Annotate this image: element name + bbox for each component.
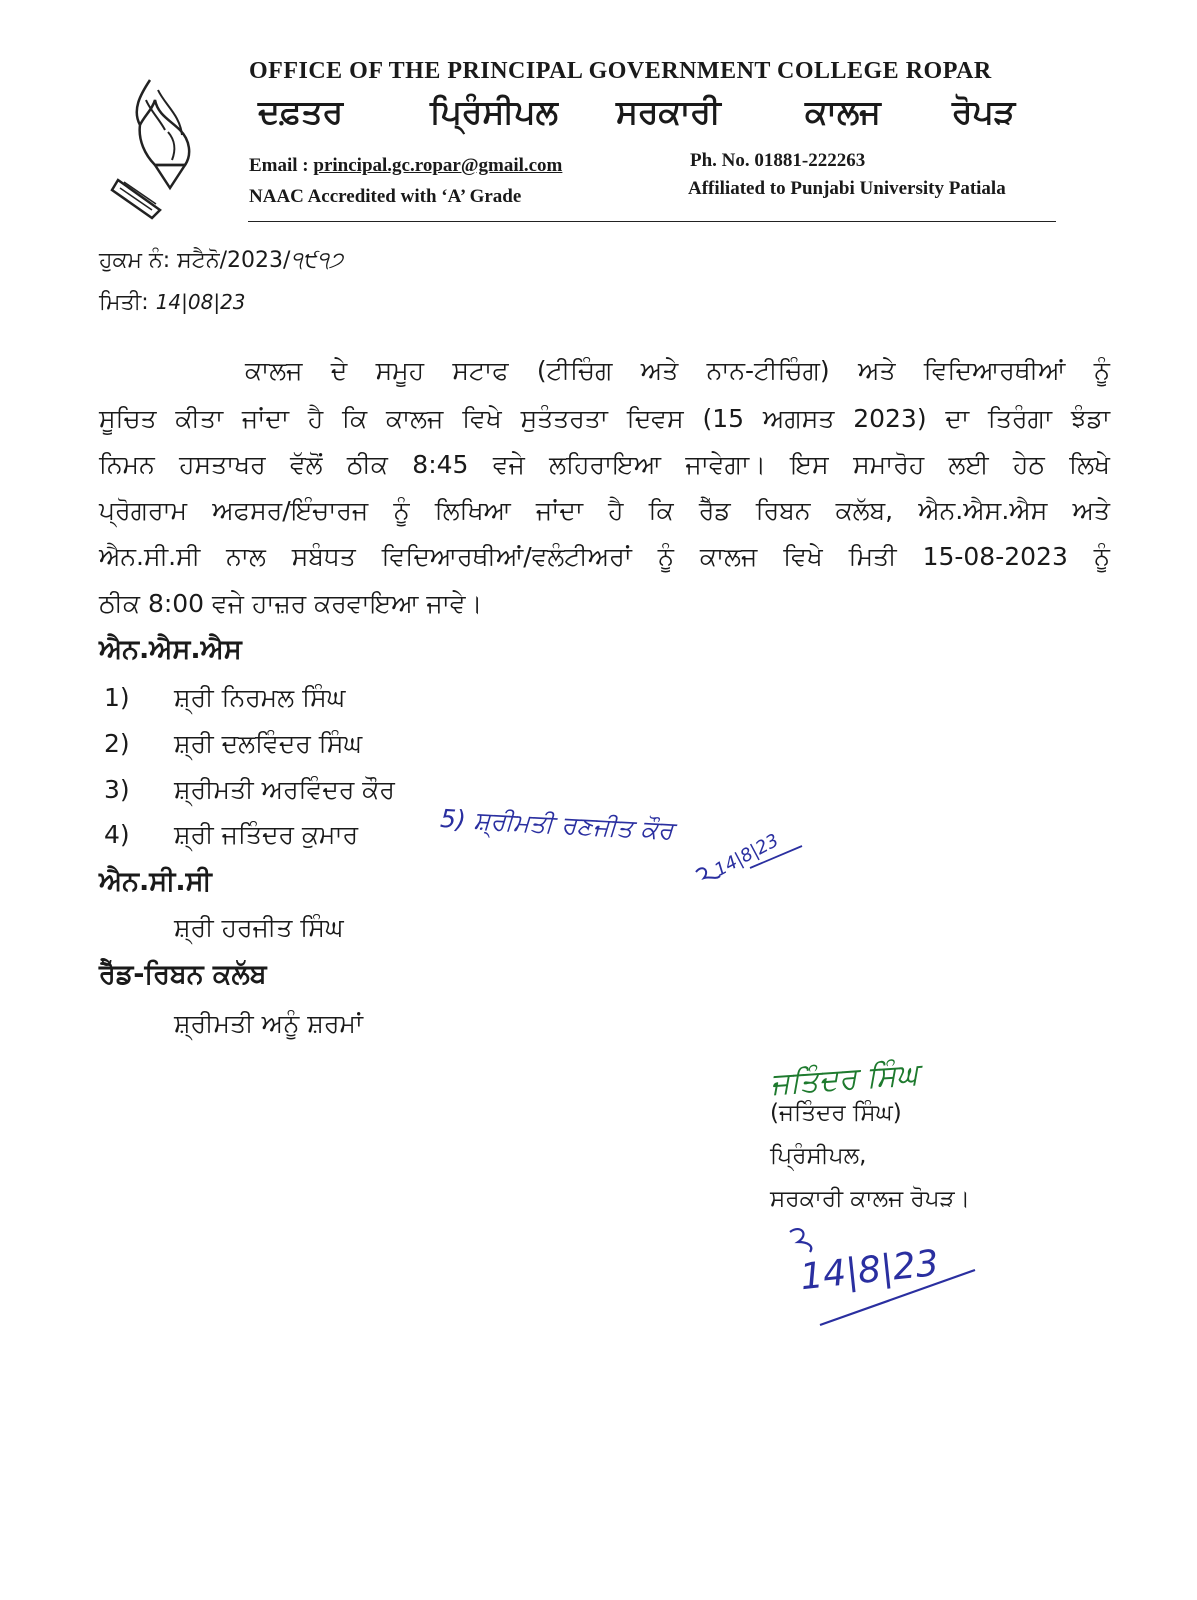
ncc-officer: ਸ਼੍ਰੀ ਹਰਜੀਤ ਸਿੰਘ — [174, 913, 344, 942]
order-number-label: ਹੁਕਮ ਨੰ: ਸਟੈਨੋ/2023/ — [99, 248, 291, 273]
list-name: ਸ਼੍ਰੀ ਨਿਰਮਲ ਸਿੰਘ — [174, 683, 346, 712]
order-number-handwritten: ੧੯੧੭ — [290, 248, 343, 273]
college-logo — [110, 70, 210, 220]
handwritten-initial-mark — [690, 840, 810, 904]
order-number — [99, 248, 343, 273]
list-number: 1) — [104, 683, 130, 712]
list-name: ਸ਼੍ਰੀ ਦਲਵਿੰਦਰ ਸਿੰਘ — [174, 729, 363, 758]
list-number: 3) — [104, 775, 130, 804]
signatory-designation: ਪ੍ਰਿੰਸੀਪਲ, — [770, 1143, 867, 1169]
body-line: ਕਾਲਜ ਦੇ ਸਮੂਹ ਸਟਾਫ (ਟੀਚਿੰਗ ਅਤੇ ਨਾਨ-ਟੀਚਿੰਗ) ਅਤੇ ਵਿਦਿਆਰਥੀਆਂ ਨੂੰ — [245, 356, 1110, 385]
university-affiliation: Affiliated to Punjabi University Patiala — [688, 178, 1006, 199]
list-number: 4) — [104, 820, 130, 849]
list-name: ਸ਼੍ਰੀ ਜਤਿੰਦਰ ਕੁਮਾਰ — [174, 820, 359, 849]
handwritten-initial-date: 14|8|23 — [711, 829, 783, 882]
list-item — [104, 775, 395, 804]
title-pa-word: ਪ੍ਰਿੰਸੀਪਲ — [430, 92, 558, 131]
list-item — [104, 683, 346, 712]
title-pa-word: ਸਰਕਾਰੀ — [616, 92, 721, 131]
body-line: ਪ੍ਰੋਗਰਾਮ ਅਫਸਰ/ਇੰਚਾਰਜ ਨੂੰ ਲਿਖਿਆ ਜਾਂਦਾ ਹੈ ਕਿ ਰੈੱਡ ਰਿਬਨ ਕਲੱਬ, ਐਨ.ਐਸ.ਐਸ ਅਤੇ — [99, 496, 1110, 525]
title-pa-word: ਰੋਪੜ — [952, 92, 1016, 131]
order-date-handwritten: 14|08|23 — [155, 290, 246, 314]
college-title-english: OFFICE OF THE PRINCIPAL GOVERNMENT COLLEGE ROPAR — [249, 58, 992, 84]
red-ribbon-officer: ਸ਼੍ਰੀਮਤੀ ਅਨੂੰ ਸ਼ਰਮਾਂ — [174, 1009, 363, 1038]
header-divider — [248, 221, 1056, 222]
body-line: ਠੀਕ 8:00 ਵਜੇ ਹਾਜ਼ਰ ਕਰਵਾਇਆ ਜਾਵੇ। — [99, 589, 483, 618]
email-label: Email : — [249, 155, 314, 176]
body-line: ਐਨ.ਸੀ.ਸੀ ਨਾਲ ਸਬੰਧਤ ਵਿਦਿਆਰਥੀਆਂ/ਵਲੰਟੀਅਰਾਂ ਨੂੰ ਕਾਲਜ ਵਿਖੇ ਮਿਤੀ 15-08-2023 ਨੂੰ — [99, 542, 1110, 571]
naac-accreditation: NAAC Accredited with ‘A’ Grade — [249, 186, 522, 207]
list-name: ਸ਼੍ਰੀਮਤੀ ਅਰਵਿੰਦਰ ਕੌਰ — [174, 775, 395, 804]
principal-signature: ਜਤਿੰਦਰ ਸਿੰਘ — [768, 1056, 920, 1103]
list-item — [104, 729, 363, 758]
list-number: 2) — [104, 729, 130, 758]
phone-number: Ph. No. 01881-222263 — [690, 150, 866, 171]
title-pa-word: ਕਾਲਜ — [805, 92, 881, 131]
college-title-punjabi — [258, 92, 1038, 140]
body-line: ਨਿਮਨ ਹਸਤਾਖਰ ਵੱਲੋਂ ਠੀਕ 8:45 ਵਜੇ ਲਹਿਰਾਇਆ ਜਾਵੇਗਾ। ਇਸ ਸਮਾਰੋਹ ਲਈ ਹੇਠ ਲਿਖੇ — [99, 450, 1110, 479]
order-date-label: ਮਿਤੀ: — [99, 290, 149, 315]
signature-date-handwritten: 14|8|23 — [798, 1242, 941, 1299]
ncc-heading: ਐਨ.ਸੀ.ਸੀ — [99, 866, 212, 897]
signature-flourish — [770, 1220, 990, 1334]
nss-heading: ਐਨ.ਐਸ.ਐਸ — [99, 634, 242, 665]
title-pa-word: ਦਫ਼ਤਰ — [258, 92, 344, 131]
email-link[interactable]: principal.gc.ropar@gmail.com — [313, 155, 563, 176]
signatory-institution: ਸਰਕਾਰੀ ਕਾਲਜ ਰੋਪੜ। — [770, 1186, 971, 1212]
list-item — [104, 820, 359, 849]
red-ribbon-heading: ਰੈੱਡ-ਰਿਬਨ ਕਲੱਬ — [99, 959, 267, 990]
signatory-name: (ਜਤਿੰਦਰ ਸਿੰਘ) — [770, 1100, 902, 1126]
order-date — [99, 290, 246, 315]
handwritten-nss-item: 5) ਸ਼੍ਰੀਮਤੀ ਰਣਜੀਤ ਕੌਰ — [439, 803, 674, 846]
body-line: ਸੂਚਿਤ ਕੀਤਾ ਜਾਂਦਾ ਹੈ ਕਿ ਕਾਲਜ ਵਿਖੇ ਸੁਤੰਤਰਤਾ ਦਿਵਸ (15 ਅਗਸਤ 2023) ਦਾ ਤਿਰੰਗਾ ਝੰਡਾ — [99, 404, 1110, 433]
email-line — [249, 155, 562, 177]
